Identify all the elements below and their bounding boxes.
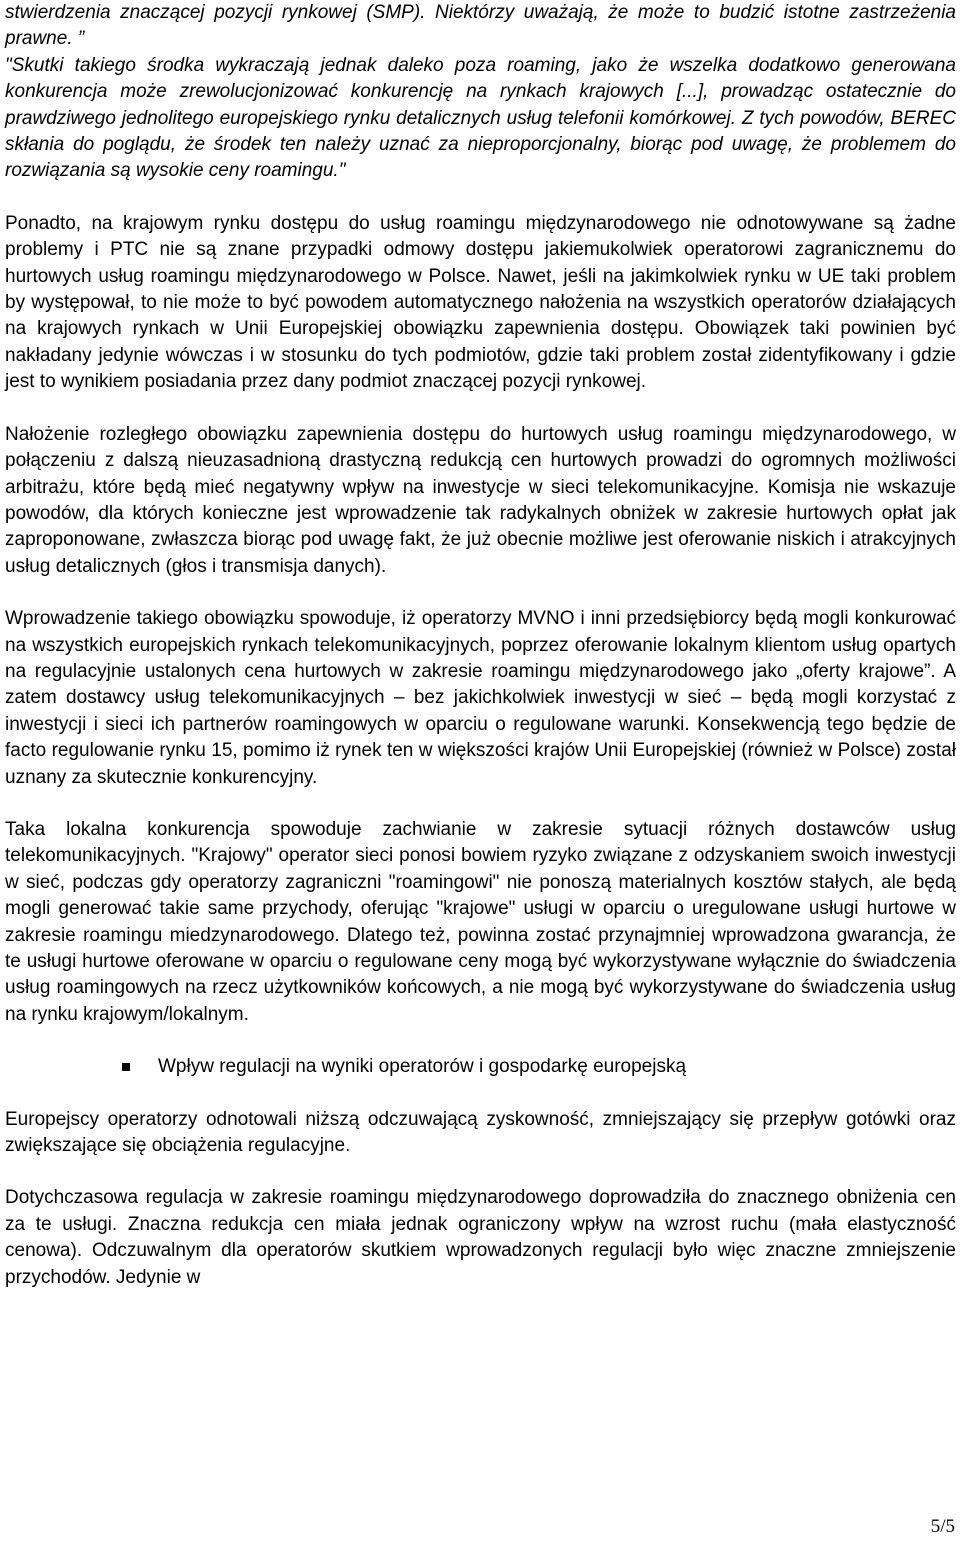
document-page — [5, 0, 956, 1317]
bullet-heading: Wpływ regulacji na wyniki operatorów i gospodarkę europejską — [158, 1056, 687, 1078]
paragraph-3: Wprowadzenie takiego obowiązku spowoduje, iż operatorzy MVNO i inni przedsiębiorcy będą mogli konkurować na wszystkich europejskich rynkach telekomunikacyjnych, poprzez oferowanie lokalnym klientom usług opartych na regulacyjnie ustalonych cena hurtowych w zakresie roamingu międzynarodowego jako „oferty krajowe”. A zatem dostawcy usług telekomunikacyjnych – bez jakichkolwiek inwestycji w sieć – będą mogli korzystać z inwestycji i sieci ich partnerów roamingowych w oparciu o regulowane warunki. Konsekwencją tego będzie de facto regulowanie rynku 15, pomimo iż rynek ten w większości krajów Unii Europejskiej (również w Polsce) został uznany za skutecznie konkurencyjny. — [5, 608, 956, 788]
paragraph-6: Dotychczasowa regulacja w zakresie roamingu międzynarodowego doprowadziła do znacznego obniżenia cen za te usługi. Znaczna redukcja cen miała jednak ograniczony wpływ na wzrost ruchu (mała elastyczność cenowa). Odczuwalnym dla operatorów skutkiem wprowadzonych regulacji było więc znaczne zmniejszenie przychodów. Jedynie w — [5, 1187, 956, 1288]
quoted-text-2 — [5, 53, 956, 185]
paragraph-2: Nałożenie rozległego obowiązku zapewnienia dostępu do hurtowych usług roamingu międzynarodowego, w połączeniu z dalszą nieuzasadnioną drastyczną redukcją cen hurtowych prowadzi do ogromnych możliwości arbitrażu, które będą mieć negatywny wpływ na inwestycje w sieci telekomunikacyjne. Komisja nie wskazuje powodów, dla których konieczne jest wprowadzenie tak radykalnych obniżek w zakresie hurtowych opłat jak zaproponowane, zwłaszcza biorąc pod uwagę fakt, że już obecnie możliwe jest oferowanie niskich i atrakcyjnych usług detalicznych (głos i transmisja danych). — [5, 423, 956, 577]
quote-paragraph-2: "Skutki takiego środka wykraczają jednak daleko poza roaming, jako że wszelka dodatkowo generowana konkurencja może zrewolucjonizować konkurencję na rynkach krajowych [...], prowadząc ostatecznie do prawdziwego jednolitego europejskiego rynku detalicznych usług telefonii komórkowej. Z tych powodów, BEREC skłania do poglądu, że środek ten należy uznać za nieproporcjonalny, biorąc pod uwagę, że problemem do rozwiązania są wysokie ceny roamingu." — [5, 54, 956, 182]
quoted-text — [5, 0, 956, 53]
paragraph-4: Taka lokalna konkurencja spowoduje zachwianie w zakresie sytuacji różnych dostawców usług telekomunikacyjnych. "Krajowy" operator sieci ponosi bowiem ryzyko związane z odzyskaniem swoich inwestycji w sieć, podczas gdy operatorzy zagraniczni "roamingowi" nie ponoszą materialnych kosztów stałych, ale będą mogli generować takie same przychody, oferując "krajowe" usługi w oparciu o uregulowane usługi hurtowe w zakresie roamingu miedzynarodowego. Dlatego też, powinna zostać przynajmniej wprowadzona gwarancja, że te usługi hurtowe oferowane w oparciu o regulowane ceny mogą być wykorzystywane wyłącznie do świadczenia usług roamingowych na rzecz użytkowników końcowych, a nie mogą być wykorzystywane do świadczenia usług na rynku krajowym/lokalnym. — [5, 818, 956, 1025]
paragraph-5: Europejscy operatorzy odnotowali niższą odczuwającą zyskowność, zmniejszający się przepływ gotówki oraz zwiększające się obciążenia regulacyjne. — [5, 1108, 956, 1157]
quote-paragraph-1: stwierdzenia znaczącej pozycji rynkowej (SMP). Niektórzy uważają, że może to budzić istotne zastrzeżenia prawne. ” — [5, 2, 956, 50]
paragraph-1: Ponadto, na krajowym rynku dostępu do usług roamingu międzynarodowego nie odnotowywane są żadne problemy i PTC nie są znane przypadki odmowy dostępu jakiemukolwiek operatorowi zagranicznemu do hurtowych usług roamingu międzynarodowego w Polsce. Nawet, jeśli na jakimkolwiek rynku w UE taki problem by występował, to nie może to być powodem automatycznego nałożenia na wszystkich operatorów działających na krajowych rynkach w Unii Europejskiej obowiązku zapewnienia dostępu. Obowiązek taki powinien być nakładany jedynie wówczas i w stosunku do tych podmiotów, gdzie taki problem został zidentyfikowany i gdzie jest to wynikiem posiadania przez dany podmiot znaczącej pozycji rynkowej. — [5, 212, 956, 393]
page-number: 5/5 — [930, 1516, 955, 1537]
bullet-item — [5, 1054, 956, 1080]
square-bullet-icon — [122, 1063, 130, 1071]
